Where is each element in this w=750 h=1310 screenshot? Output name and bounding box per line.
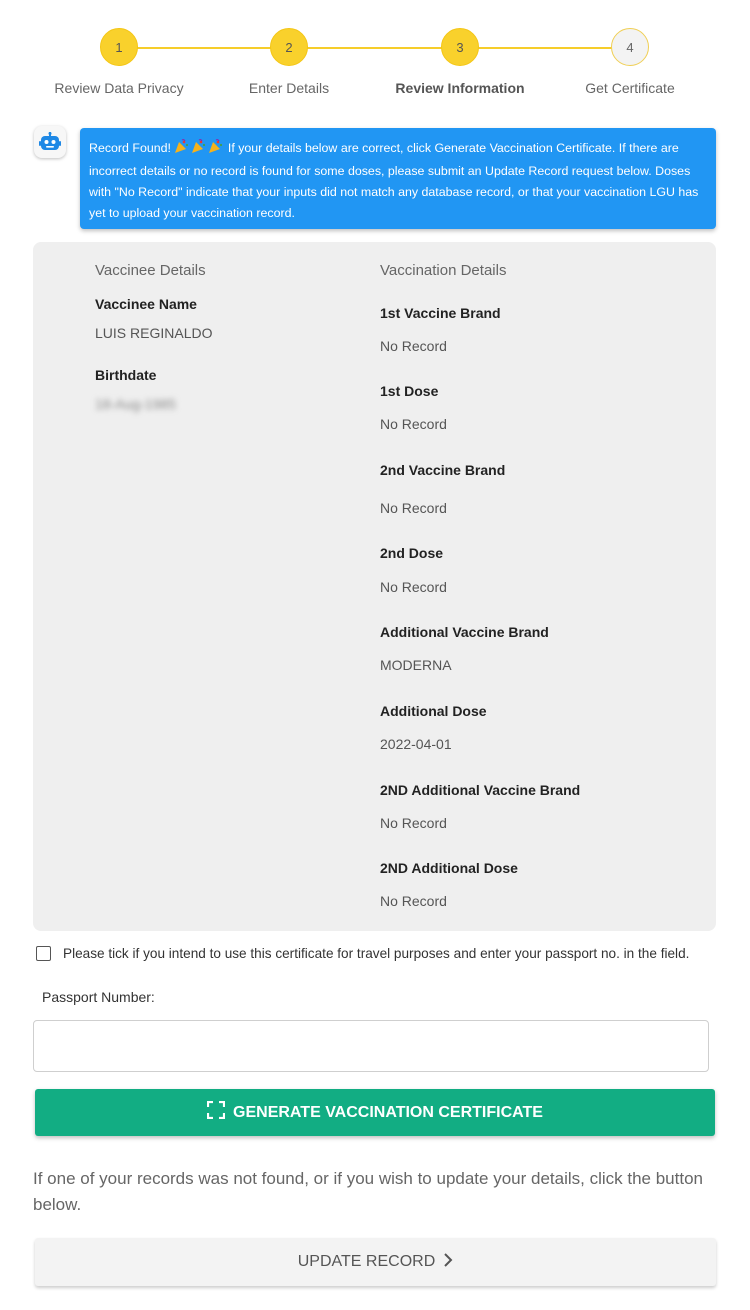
bot-message-text: If your details below are correct, click Generate Vaccination Certificate. If there are incorrect details or no record is found for some doses, please submit an Update Record request below. Doses with "No Record" indicate that your inputs did not match any database record, or that your vaccination LGU has yet to upload your vaccination record. <box>89 141 699 220</box>
scan-frame-icon <box>207 1101 225 1124</box>
birthdate-label: Birthdate <box>95 367 157 383</box>
travel-purpose-row <box>36 943 726 963</box>
second-additional-vaccine-brand-label: 2ND Additional Vaccine Brand <box>380 782 581 798</box>
second-dose-label: 2nd Dose <box>380 545 444 561</box>
first-dose-label: 1st Dose <box>380 383 439 399</box>
second-dose-value: No Record <box>380 579 447 595</box>
robot-icon <box>34 126 66 158</box>
update-record-button[interactable] <box>35 1238 716 1286</box>
travel-purpose-label: Please tick if you intend to use this certificate for travel purposes and enter your passport no. in the field. <box>63 945 690 961</box>
step-number: 4 <box>611 28 649 66</box>
passport-number-input[interactable] <box>33 1020 709 1072</box>
additional-vaccine-brand-label: Additional Vaccine Brand <box>380 624 549 640</box>
passport-number-label: Passport Number: <box>42 989 155 1005</box>
step-label: Review Information <box>395 80 525 96</box>
vaccinee-details-title: Vaccinee Details <box>95 262 206 279</box>
second-additional-dose-value: No Record <box>380 893 447 909</box>
first-vaccine-brand-value: No Record <box>380 338 447 354</box>
second-vaccine-brand-label: 2nd Vaccine Brand <box>380 462 506 478</box>
bot-message-bubble <box>80 128 716 229</box>
vaccinee-name-label: Vaccinee Name <box>95 296 197 312</box>
step-number: 3 <box>441 28 479 66</box>
first-dose-value: No Record <box>380 416 447 432</box>
vaccination-details-title: Vaccination Details <box>380 262 507 279</box>
update-record-label: UPDATE RECORD <box>297 1253 436 1270</box>
chevron-right-icon <box>443 1253 453 1272</box>
additional-dose-value: 2022-04-01 <box>380 736 452 752</box>
record-found-label: Record Found! <box>89 141 171 155</box>
party-popper-icon <box>174 139 224 161</box>
record-details-card <box>33 242 716 931</box>
step-review-data-privacy <box>44 28 194 96</box>
additional-dose-label: Additional Dose <box>380 703 487 719</box>
additional-vaccine-brand-value: MODERNA <box>380 657 452 673</box>
step-enter-details <box>214 28 364 96</box>
step-number: 2 <box>270 28 308 66</box>
generate-certificate-label: GENERATE VACCINATION CERTIFICATE <box>233 1103 543 1121</box>
vaccinee-name-value: LUIS REGINALDO <box>95 325 213 341</box>
progress-stepper <box>0 28 750 98</box>
update-record-note: If one of your records was not found, or if you wish to update your details, click the button below. <box>33 1169 703 1214</box>
stepper-connector <box>118 47 630 49</box>
step-review-information <box>385 28 535 96</box>
second-additional-dose-label: 2ND Additional Dose <box>380 860 518 876</box>
step-label: Get Certificate <box>585 80 675 96</box>
step-label: Review Data Privacy <box>54 80 184 96</box>
second-vaccine-brand-value: No Record <box>380 500 447 516</box>
birthdate-value: 18-Aug-1985 <box>95 396 176 412</box>
generate-certificate-button[interactable] <box>35 1089 715 1136</box>
first-vaccine-brand-label: 1st Vaccine Brand <box>380 305 501 321</box>
second-additional-vaccine-brand-value: No Record <box>380 815 447 831</box>
step-number: 1 <box>100 28 138 66</box>
travel-purpose-checkbox[interactable] <box>36 946 51 961</box>
step-label: Enter Details <box>248 80 330 96</box>
step-get-certificate <box>555 28 705 96</box>
